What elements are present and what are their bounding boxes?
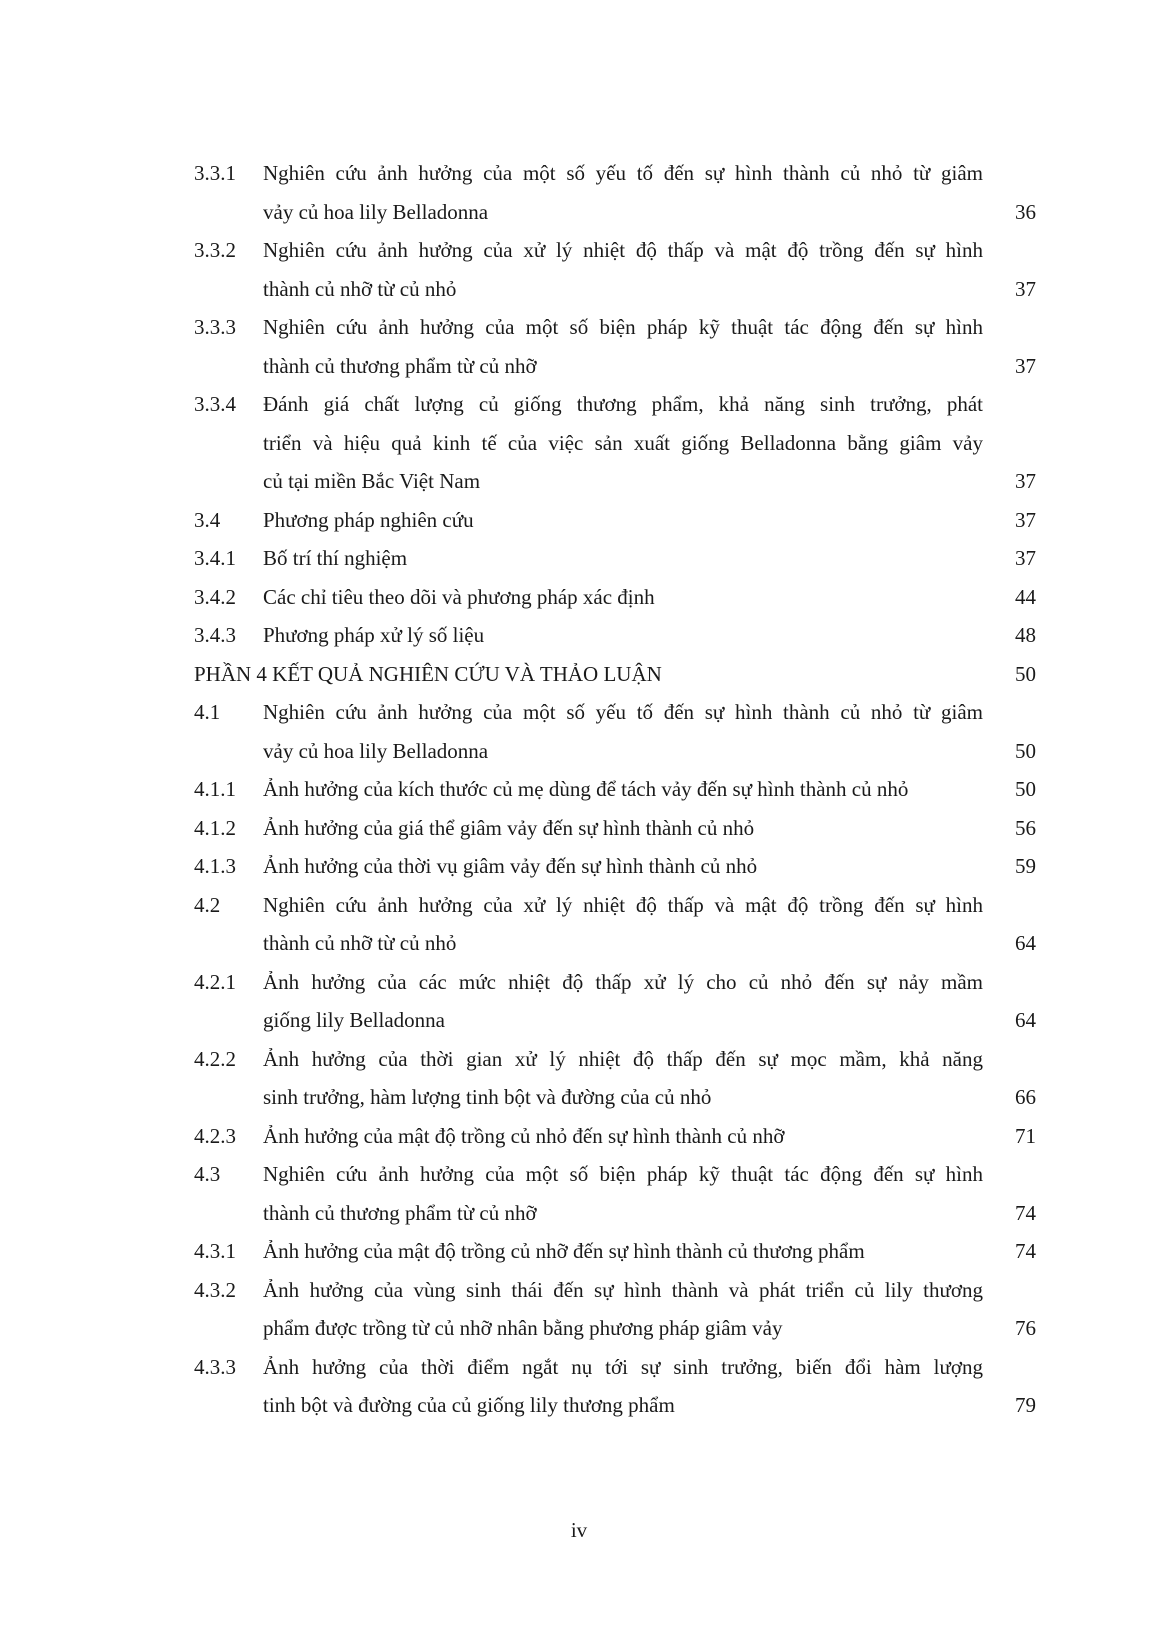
toc-row — [0, 615, 1158, 655]
toc-entry-number: 4.1 — [194, 700, 221, 724]
toc-entry-title: thành củ nhỡ từ củ nhỏ — [263, 276, 457, 301]
toc-row — [0, 538, 1158, 578]
toc-row — [0, 153, 1158, 193]
toc-entry-number: 4.3.3 — [194, 1354, 236, 1379]
toc-entry-title: củ tại miền Bắc Việt Nam — [263, 469, 481, 493]
toc-row — [0, 500, 1158, 540]
toc-entry-title: Phương pháp nghiên cứu — [263, 507, 474, 532]
toc-page-number: 74 — [1015, 1239, 1036, 1263]
toc-entry-title: Phương pháp xử lý số liệu — [263, 623, 485, 647]
toc-entry-title: Nghiên cứu ảnh hưởng của một số biện pháp kỹ thuật tác động đến sự hình — [263, 315, 983, 339]
toc-row — [0, 1116, 1158, 1156]
toc-row — [0, 1270, 1158, 1310]
toc-entry-title: sinh trưởng, hàm lượng tinh bột và đường của củ nhỏ — [263, 1085, 712, 1109]
toc-row — [0, 1193, 1158, 1233]
toc-entry-title: thành củ nhỡ từ củ nhỏ — [263, 931, 457, 955]
toc-entry-number: 4.1.1 — [194, 777, 236, 801]
toc-page-number: 76 — [1015, 1316, 1036, 1340]
toc-page-number: 37 — [1015, 507, 1036, 532]
toc-page-number: 50 — [1015, 777, 1036, 801]
toc-row — [0, 1154, 1158, 1194]
toc-row — [0, 384, 1158, 424]
toc-entry-title: Nghiên cứu ảnh hưởng của một số biện pháp kỹ thuật tác động đến sự hình — [263, 1162, 983, 1186]
toc-page-number: 50 — [1015, 661, 1036, 686]
toc-entry-title: Ảnh hưởng của thời gian xử lý nhiệt độ thấp đến sự mọc mầm, khả năng — [263, 1046, 983, 1071]
toc-page-number: 37 — [1015, 353, 1036, 378]
toc-entry-title: Nghiên cứu ảnh hưởng của xử lý nhiệt độ thấp và mật độ trồng đến sự hình — [263, 892, 983, 917]
toc-row — [0, 923, 1158, 963]
toc-entry-number: 3.3.4 — [194, 392, 236, 416]
toc-entry-title: giống lily Belladonna — [263, 1008, 445, 1032]
toc-row — [0, 692, 1158, 732]
toc-row — [0, 269, 1158, 309]
toc-entry-title: Ảnh hưởng của giá thể giâm vảy đến sự hình thành củ nhỏ — [263, 815, 755, 840]
toc-entry-number: 4.2.2 — [194, 1046, 236, 1071]
toc-entry-title: Nghiên cứu ảnh hưởng của một số yếu tố đến sự hình thành củ nhỏ từ giâm — [263, 700, 983, 724]
toc-page-number: 56 — [1015, 815, 1036, 840]
toc-row — [0, 230, 1158, 270]
toc-entry-number: 4.2.3 — [194, 1123, 236, 1148]
toc-entry-number: 4.2.1 — [194, 969, 236, 994]
toc-entry-title: phẩm được trồng từ củ nhỡ nhân bằng phương pháp giâm vảy — [263, 1316, 783, 1340]
toc-row — [0, 1077, 1158, 1117]
toc-page-number: 36 — [1015, 199, 1036, 224]
toc-entry-number: 3.3.3 — [194, 315, 236, 339]
toc-entry-title: vảy củ hoa lily Belladonna — [263, 199, 489, 224]
toc-entry-title: Bố trí thí nghiệm — [263, 546, 408, 570]
toc-entry-title: Ảnh hưởng của thời điểm ngắt nụ tới sự sinh trưởng, biến đổi hàm lượng — [263, 1354, 983, 1379]
toc-heading-title: PHẦN 4 KẾT QUẢ NGHIÊN CỨU VÀ THẢO LUẬN — [194, 661, 662, 686]
toc-entry-title: Nghiên cứu ảnh hưởng của một số yếu tố đến sự hình thành củ nhỏ từ giâm — [263, 161, 983, 185]
toc-row — [0, 577, 1158, 617]
toc-row — [0, 962, 1158, 1002]
page-number: iv — [570, 1518, 588, 1542]
toc-entry-number: 4.1.3 — [194, 854, 236, 878]
toc-entry-number: 4.3 — [194, 1162, 221, 1186]
toc-row — [0, 1000, 1158, 1040]
toc-page-number: 71 — [1015, 1123, 1036, 1148]
toc-page-number: 74 — [1015, 1200, 1036, 1225]
toc-row — [0, 423, 1158, 463]
toc-entry-title: thành củ thương phẩm từ củ nhỡ — [263, 353, 537, 378]
toc-page-number: 59 — [1015, 854, 1036, 878]
toc-row — [0, 885, 1158, 925]
toc-entry-number: 4.1.2 — [194, 815, 236, 840]
toc-page-number: 37 — [1015, 276, 1036, 301]
toc-entry-title: Ảnh hưởng của mật độ trồng củ nhỡ đến sự hình thành củ thương phẩm — [263, 1239, 865, 1263]
toc-entry-number: 3.3.1 — [194, 161, 236, 185]
toc-row — [0, 346, 1158, 386]
toc-row — [0, 1308, 1158, 1348]
toc-entry-title: Ảnh hưởng của mật độ trồng củ nhỏ đến sự hình thành củ nhỡ — [263, 1123, 785, 1148]
toc-entry-title: Ảnh hưởng của kích thước củ mẹ dùng để tách vảy đến sự hình thành củ nhỏ — [263, 777, 909, 801]
toc-entry-number: 4.3.2 — [194, 1277, 236, 1302]
toc-entry-title: Ảnh hưởng của thời vụ giâm vảy đến sự hình thành củ nhỏ — [263, 854, 758, 878]
toc-page-number: 44 — [1015, 584, 1036, 609]
toc-entry-number: 3.3.2 — [194, 238, 236, 262]
toc-entry-title: thành củ thương phẩm từ củ nhỡ — [263, 1200, 537, 1225]
toc-page-number: 64 — [1015, 931, 1036, 955]
toc-page-number: 79 — [1015, 1393, 1036, 1417]
toc-page-number: 64 — [1015, 1008, 1036, 1032]
toc-entry-number: 3.4.2 — [194, 584, 236, 609]
toc-row — [0, 1385, 1158, 1425]
toc-entry-number: 3.4.1 — [194, 546, 236, 570]
toc-page-number: 37 — [1015, 546, 1036, 570]
toc-entry-title: Đánh giá chất lượng củ giống thương phẩm, khả năng sinh trưởng, phát — [263, 392, 983, 416]
toc-row — [0, 307, 1158, 347]
toc-page-number: 48 — [1015, 623, 1036, 647]
toc-page-number: 66 — [1015, 1085, 1036, 1109]
toc-entry-title: tinh bột và đường của củ giống lily thương phẩm — [263, 1393, 675, 1417]
toc-row — [0, 461, 1158, 501]
toc-row — [0, 1231, 1158, 1271]
toc-entry-title: Các chỉ tiêu theo dõi và phương pháp xác định — [263, 584, 655, 609]
toc-row — [0, 769, 1158, 809]
toc-page-number: 50 — [1015, 738, 1036, 763]
toc-entry-number: 4.3.1 — [194, 1239, 236, 1263]
toc-row — [0, 808, 1158, 848]
toc-row — [0, 846, 1158, 886]
toc-heading-row — [0, 654, 1158, 694]
toc-row — [0, 1039, 1158, 1079]
toc-entry-title: Nghiên cứu ảnh hưởng của xử lý nhiệt độ thấp và mật độ trồng đến sự hình — [263, 238, 983, 262]
toc-page-number: 37 — [1015, 469, 1036, 493]
toc-entry-title: triển và hiệu quả kinh tế của việc sản xuất giống Belladonna bằng giâm vảy — [263, 430, 983, 455]
toc-entry-number: 3.4.3 — [194, 623, 236, 647]
toc-entry-number: 3.4 — [194, 507, 221, 532]
toc-row — [0, 192, 1158, 232]
toc-row — [0, 731, 1158, 771]
toc-entry-number: 4.2 — [194, 892, 221, 917]
toc-row — [0, 1347, 1158, 1387]
toc-entry-title: Ảnh hưởng của vùng sinh thái đến sự hình thành và phát triển củ lily thương — [263, 1277, 983, 1302]
toc-entry-title: vảy củ hoa lily Belladonna — [263, 738, 489, 763]
toc-entry-title: Ảnh hưởng của các mức nhiệt độ thấp xử lý cho củ nhỏ đến sự nảy mầm — [263, 969, 983, 994]
